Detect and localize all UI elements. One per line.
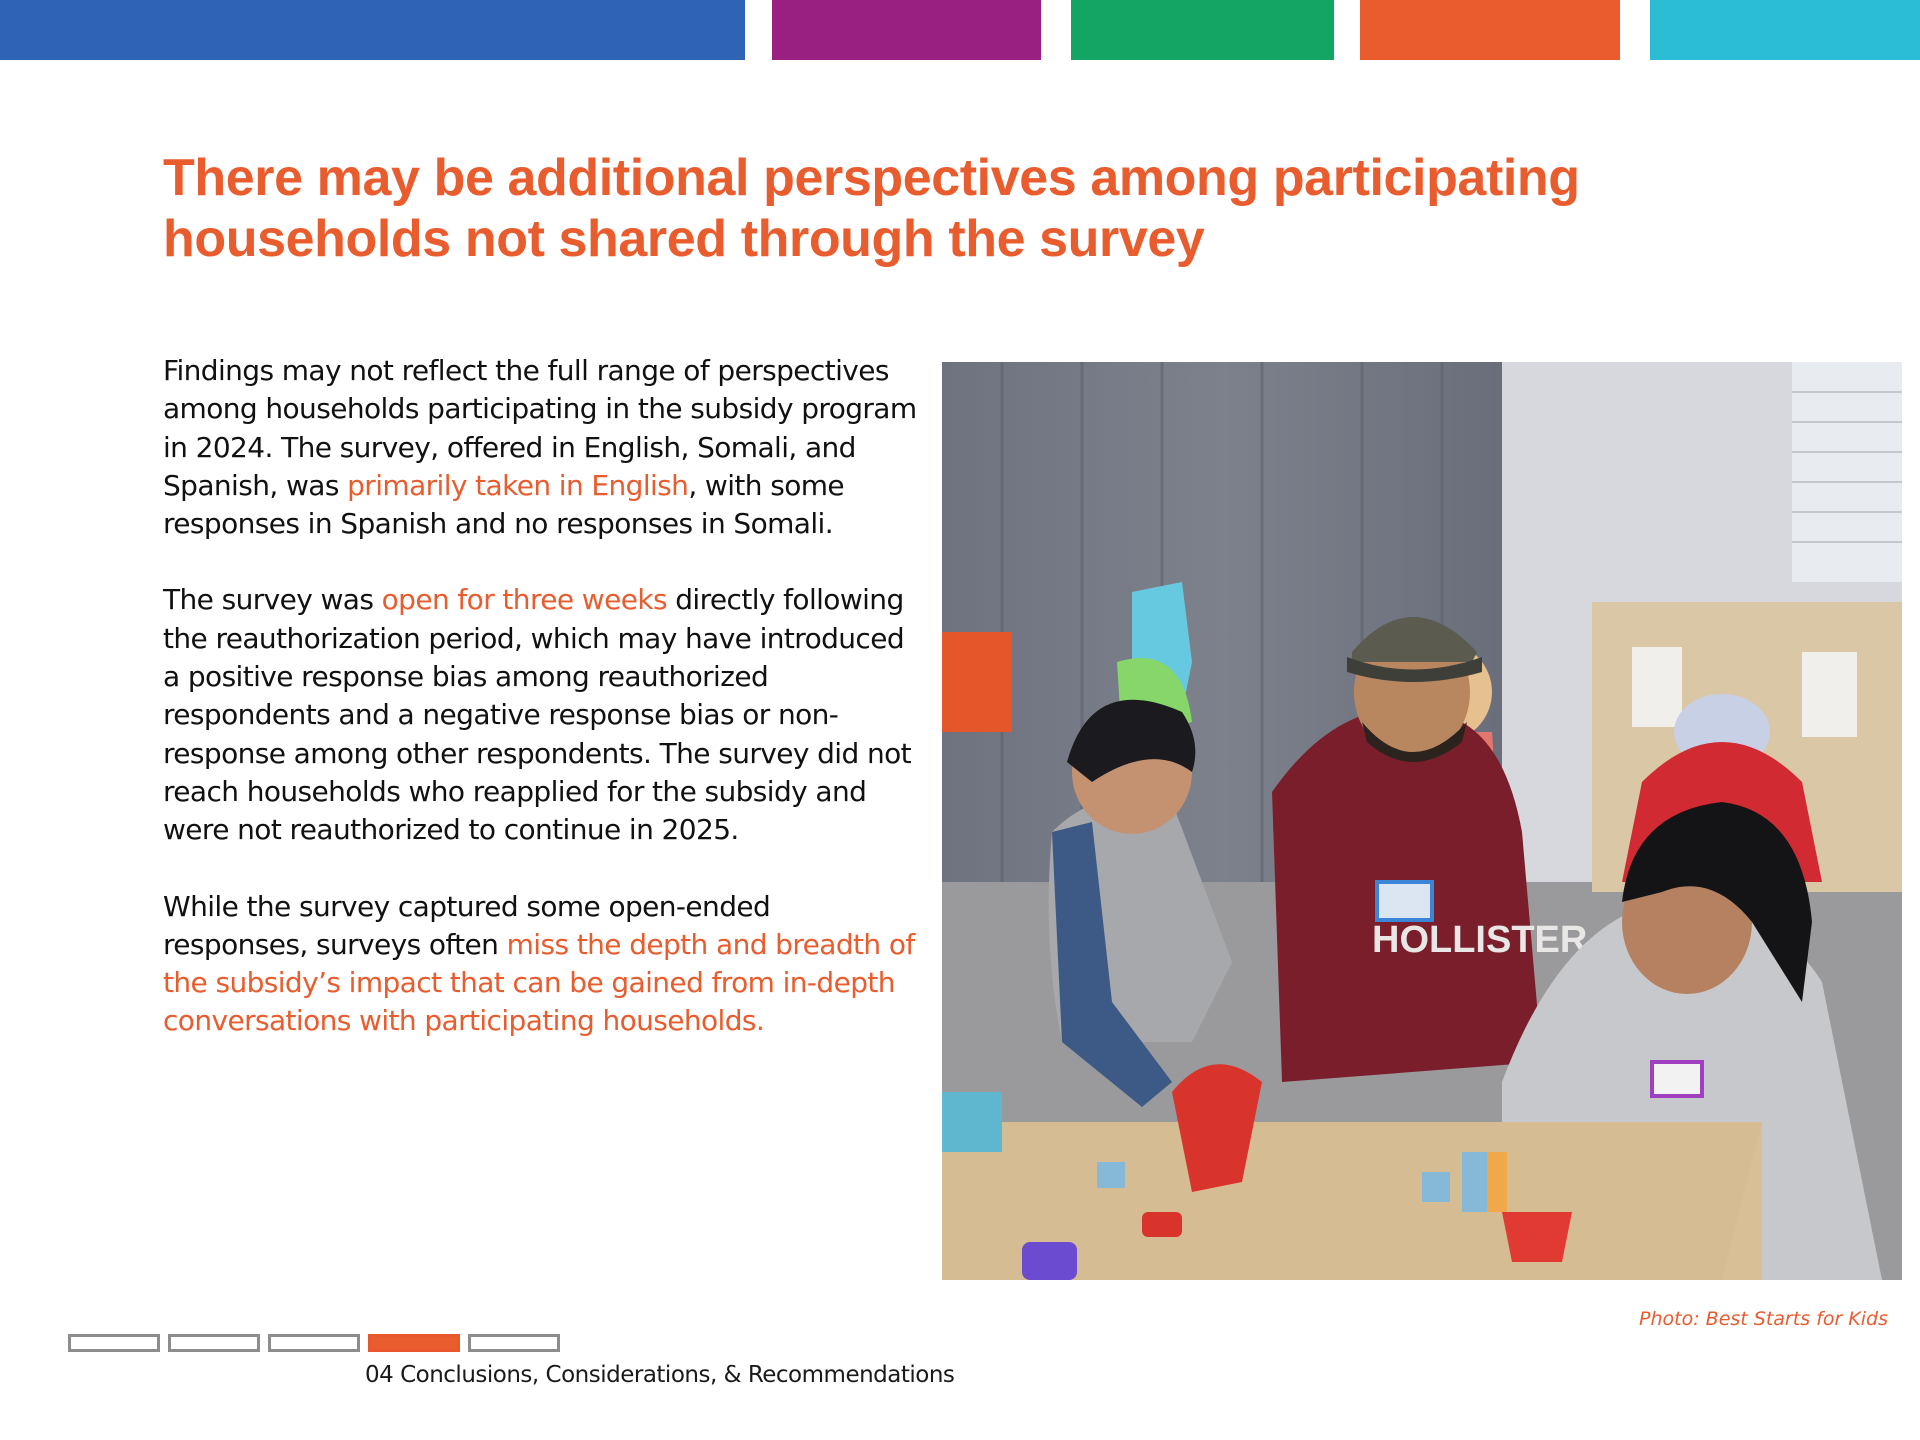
svg-text:HOLLISTER: HOLLISTER bbox=[1372, 919, 1588, 961]
progress-segment-4-active bbox=[368, 1334, 460, 1352]
paragraph-timing bbox=[163, 581, 923, 849]
progress-segment-5 bbox=[468, 1334, 560, 1352]
progress-segment-1 bbox=[68, 1334, 160, 1352]
color-bar-purple bbox=[772, 0, 1041, 60]
progress-segment-3 bbox=[268, 1334, 360, 1352]
text: , with some responses in Spanish and no responses in Somali. bbox=[163, 468, 845, 541]
text: directly following the reauthorization period, which may have introduced a positive response bias among reauthorized respondents and a negative response bias or non-response among other respondents. The survey did not reach households who reapplied for the subsidy and were not reauthorized to continue in 2025. bbox=[163, 583, 912, 847]
color-bar-orange bbox=[1360, 0, 1620, 60]
highlight-text: miss the depth and breadth of the subsidy’s impact that can be gained from in-depth conversations with participating households. bbox=[163, 927, 915, 1038]
text: The survey was bbox=[163, 583, 382, 617]
family-photo bbox=[942, 362, 1902, 1280]
color-bar-blue bbox=[0, 0, 745, 60]
text: While the survey captured some open-ended responses, surveys often bbox=[163, 889, 771, 961]
body-text bbox=[163, 352, 923, 1079]
title-line-1: There may be additional perspectives among participating bbox=[163, 149, 1580, 207]
paragraph-languages bbox=[163, 352, 923, 543]
text: Findings may not reflect the full range of perspectives among households participating in the subsidy program in 2024. The survey, offered in English, Somali, and Spanish, was bbox=[163, 354, 917, 502]
section-progress-indicator bbox=[68, 1334, 560, 1352]
highlight-text: primarily taken in English bbox=[347, 468, 689, 502]
paragraph-depth bbox=[163, 888, 923, 1041]
slide-title bbox=[163, 148, 1763, 270]
photo-caption: Photo: Best Starts for Kids bbox=[1639, 1308, 1888, 1330]
highlight-text: open for three weeks bbox=[381, 583, 667, 617]
color-bar-teal bbox=[1650, 0, 1920, 60]
color-bar-green bbox=[1071, 0, 1334, 60]
title-line-2: households not shared through the survey bbox=[163, 210, 1205, 268]
progress-segment-2 bbox=[168, 1334, 260, 1352]
section-label: 04 Conclusions, Considerations, & Recommendations bbox=[365, 1362, 955, 1388]
